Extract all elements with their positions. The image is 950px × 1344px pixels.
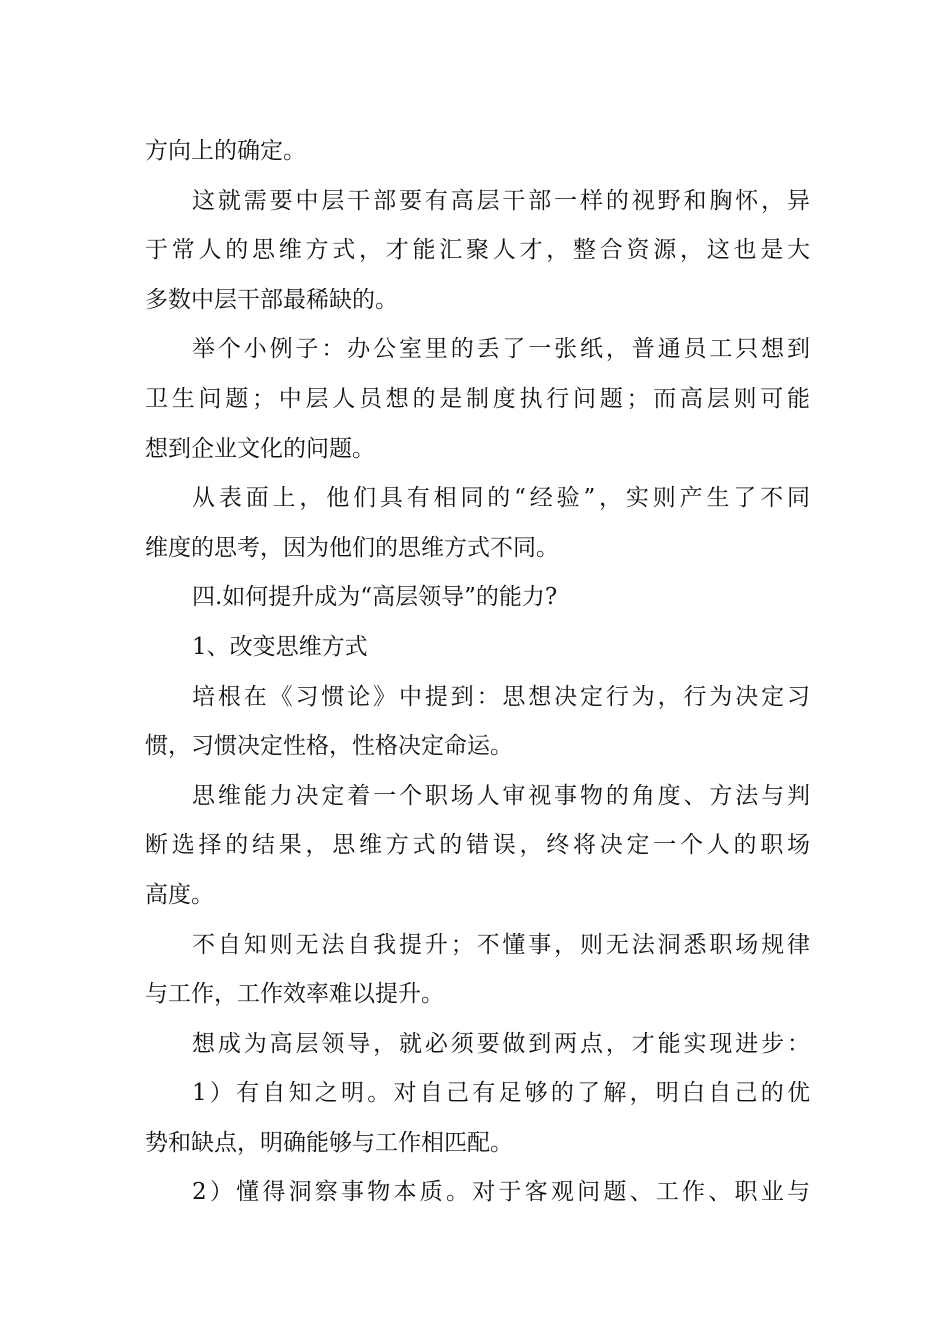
list-item: 2）懂得洞察事物本质。对于客观问题、工作、职业与 [192, 1179, 810, 1206]
subsection-heading: 1、改变思维方式 [192, 633, 368, 660]
section-heading: 四.如何提升成为“高层领导”的能力? [192, 584, 558, 611]
text-line: 想成为高层领导，就必须要做到两点，才能实现进步： [192, 1030, 810, 1057]
text-line: 卫生问题；中层人员想的是制度执行问题；而高层则可能 [145, 385, 810, 412]
text-line: 不自知则无法自我提升；不懂事，则无法洞悉职场规律 [192, 931, 810, 958]
text-line: 多数中层干部最稀缺的。 [145, 286, 398, 313]
document-page [145, 127, 810, 1218]
text-line: 这就需要中层干部要有高层干部一样的视野和胸怀，异 [192, 187, 810, 214]
text-line: 维度的思考，因为他们的思维方式不同。 [145, 534, 559, 561]
text-line: 想到企业文化的问题。 [145, 435, 375, 462]
text-line: 方向上的确定。 [145, 138, 306, 164]
text-line: 从表面上，他们具有相同的“经验”，实则产生了不同 [192, 485, 810, 512]
list-item: 1）有自知之明。对自己有足够的了解，明白自己的优 [192, 1080, 810, 1107]
text-line: 高度。 [145, 881, 214, 908]
text-line: 思维能力决定着一个职场人审视事物的角度、方法与判 [192, 782, 810, 809]
text-line: 与工作，工作效率难以提升。 [145, 981, 444, 1008]
text-line: 培根在《习惯论》中提到：思想决定行为，行为决定习 [192, 683, 810, 710]
text-line: 势和缺点，明确能够与工作相匹配。 [145, 1129, 513, 1156]
text-line: 举个小例子：办公室里的丢了一张纸，普通员工只想到 [192, 336, 810, 363]
text-line: 于常人的思维方式，才能汇聚人才，整合资源，这也是大 [145, 237, 810, 264]
text-line: 惯，习惯决定性格，性格决定命运。 [145, 733, 513, 760]
text-line: 断选择的结果，思维方式的错误，终将决定一个人的职场 [145, 832, 810, 859]
